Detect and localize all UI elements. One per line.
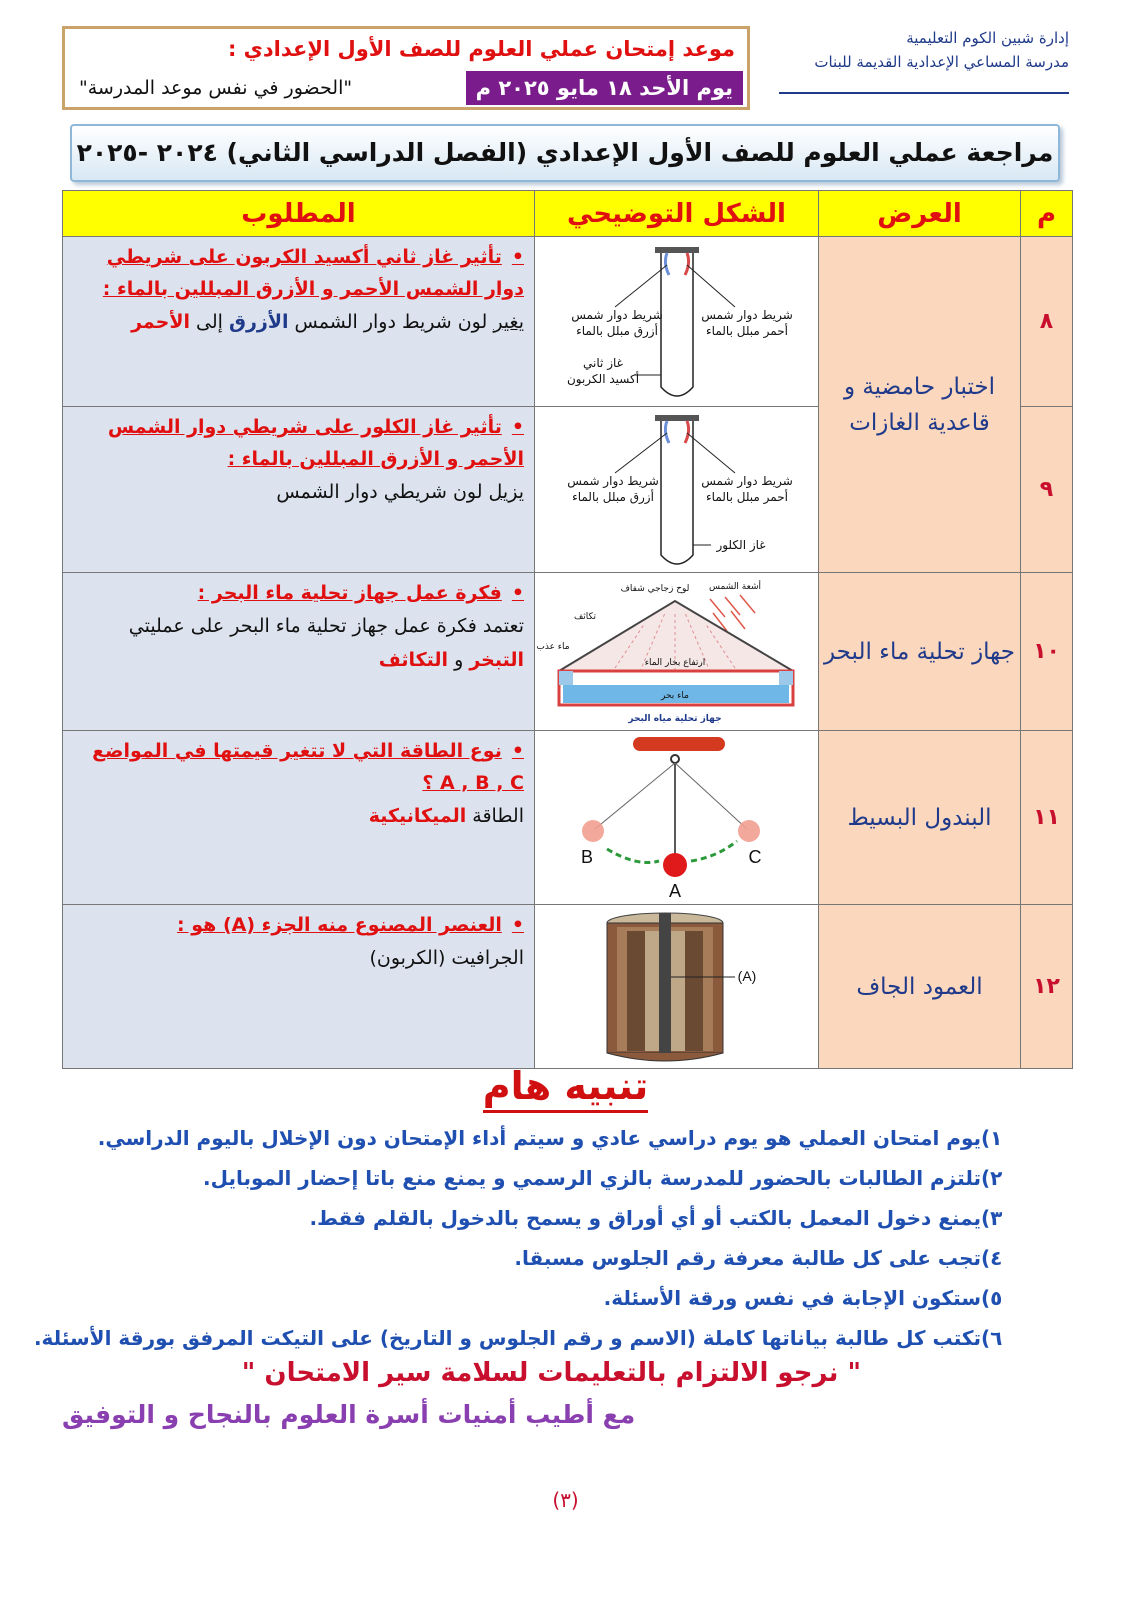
question-text: تأثير غاز الكلور على شريطي دوار الشمس الأحمر و الأزرق المبللين بالماء : [107, 416, 524, 470]
answer-text: يزيل لون شريطي دوار الشمس [276, 481, 524, 503]
svg-text:ماء عذب: ماء عذب [536, 642, 570, 652]
rules-list [33, 1118, 1021, 1358]
row-topic: العمود الجاف [819, 905, 1021, 1069]
question-text: العنصر المصنوع منه الجزء (A) هو : [177, 914, 502, 936]
row-required: •فكرة عمل جهاز تحلية ماء البحر : تعتمد فكرة عمل جهاز تحلية ماء البحر على عمليتي التبخر و التكاثف [63, 573, 535, 731]
litmus-chlorine-figure [535, 407, 819, 573]
list-item: ٥)ستكون الإجابة في نفس ورقة الأسئلة. [603, 1286, 1003, 1310]
part-a-label: (A) [737, 968, 757, 984]
good-wishes: مع أطيب أمنيات أسرة العلوم بالنجاح و التوفيق [62, 1400, 636, 1429]
answer-text: تعتمد فكرة عمل جهاز تحلية ماء البحر على عمليتي التبخر و التكاثف [128, 615, 524, 671]
point-a-label: A [668, 881, 682, 901]
row-required: •تأثير غاز الكلور على شريطي دوار الشمس الأحمر و الأزرق المبللين بالماء : يزيل لون شريطي دوار الشمس [63, 407, 535, 573]
admin-name: إدارة شبين الكوم التعليمية [906, 29, 1069, 47]
answer-text: يغير لون شريط دوار الشمس الأزرق إلى الأحمر [131, 311, 524, 333]
fig-label-gas: غاز الكلور [716, 538, 766, 552]
review-table [62, 190, 1073, 1069]
list-item: ٦)تكتب كل طالبة بياناتها كاملة (الاسم و رقم الجلوس و التاريخ) على التيكت المرفق بورقة الأسئلة. [33, 1326, 1003, 1350]
page-number: (٣) [552, 1488, 579, 1512]
row-number: ١١ [1021, 731, 1073, 905]
exam-title: موعد إمتحان عملي العلوم للصف الأول الإعدادي : [227, 37, 735, 61]
answer-text: الطاقة الميكانيكية [368, 805, 524, 827]
answer-text: الجرافيت (الكربون) [369, 947, 524, 969]
exam-info-box [62, 26, 750, 110]
pendulum-figure [535, 731, 819, 905]
list-item: ٣)يمنع دخول المعمل بالكتب أو أي أوراق و يسمح بالدخول بالقلم فقط. [309, 1206, 1003, 1230]
fig-label-blue: شريط دوار شمس [571, 308, 663, 322]
row-topic: البندول البسيط [819, 731, 1021, 905]
row-topic: اختبار حامضية و قاعدية الغازات [819, 237, 1021, 573]
row-number: ٨ [1021, 237, 1073, 407]
table-row [63, 237, 1073, 407]
header-rule [779, 92, 1069, 94]
fig-label-gas: غاز ثاني [583, 356, 623, 370]
desalination-figure [535, 573, 819, 731]
header-topic: العرض [819, 191, 1021, 237]
header-figure: الشكل التوضيحي [535, 191, 819, 237]
row-required: •العنصر المصنوع منه الجزء (A) هو : الجرافيت (الكربون) [63, 905, 535, 1069]
row-number: ١٢ [1021, 905, 1073, 1069]
list-item: ٢)تلتزم الطالبات بالحضور للمدرسة بالزي الرسمي و يمنع منع باتا إحضار الموبايل. [203, 1166, 1003, 1190]
question-text: فكرة عمل جهاز تحلية ماء البحر : [197, 582, 502, 604]
fig-label-red-2: أحمر مبلل بالماء [706, 490, 788, 504]
table-row [63, 573, 1073, 731]
svg-text:ماء بحر: ماء بحر [661, 691, 689, 701]
table-row [63, 731, 1073, 905]
row-topic: جهاز تحلية ماء البحر [819, 573, 1021, 731]
header-required: المطلوب [63, 191, 535, 237]
fig-label-blue-2: أزرق مبلل بالماء [572, 490, 654, 504]
svg-text:لوح زجاجي شفاف: لوح زجاجي شفاف [620, 584, 690, 594]
notice-title: تنبيه هام [0, 1064, 1131, 1108]
point-c-label: C [748, 847, 762, 867]
row-required: •نوع الطاقة التي لا تتغير قيمتها في المواضع A , B , C ؟ الطاقة الميكانيكية [63, 731, 535, 905]
fig-label-gas-2: أكسيد الكربون [566, 372, 640, 386]
svg-text:تكاثف: تكاثف [573, 612, 597, 622]
exam-date: يوم الأحد ١٨ مايو ٢٠٢٥ م [466, 71, 743, 105]
instructions-plea: " نرجو الالتزام بالتعليمات لسلامة سير الامتحان " [241, 1358, 861, 1388]
list-item: ٤)تجب على كل طالبة معرفة رقم الجلوس مسبقا. [514, 1246, 1003, 1270]
fig-label-red: شريط دوار شمس [701, 308, 793, 322]
svg-text:أشعة الشمس: أشعة الشمس [708, 582, 762, 592]
table-header-row [63, 191, 1073, 237]
fig-label-red-2: أحمر مبلل بالماء [706, 324, 788, 338]
litmus-co2-figure [535, 237, 819, 407]
school-name: مدرسة المساعي الإعدادية القديمة للبنات [814, 53, 1069, 71]
table-row [63, 905, 1073, 1069]
school-header [769, 26, 1069, 74]
fig-label-red: شريط دوار شمس [701, 474, 793, 488]
attendance-note: "الحضور في نفس موعد المدرسة" [79, 77, 353, 99]
row-number: ٩ [1021, 407, 1073, 573]
row-required: •تأثير غاز ثاني أكسيد الكربون على شريطي دوار الشمس الأحمر و الأزرق المبللين بالماء : يغير لون شريط دوار الشمس الأزرق إلى الأحمر [63, 237, 535, 407]
svg-text:جهاز تحلية مياه البحر: جهاز تحلية مياه البحر [628, 714, 722, 724]
question-text: نوع الطاقة التي لا تتغير قيمتها في المواضع A , B , C ؟ [92, 740, 524, 794]
list-item: ١)يوم امتحان العملي هو يوم دراسي عادي و سيتم أداء الإمتحان دون الإخلال باليوم الدراسي. [97, 1126, 1003, 1150]
question-text: تأثير غاز ثاني أكسيد الكربون على شريطي دوار الشمس الأحمر و الأزرق المبللين بالماء : [102, 246, 524, 300]
row-number: ١٠ [1021, 573, 1073, 731]
header-num: م [1021, 191, 1073, 237]
point-b-label: B [580, 847, 594, 867]
fig-label-blue-2: أزرق مبلل بالماء [576, 324, 658, 338]
page-title: مراجعة عملي العلوم للصف الأول الإعدادي (الفصل الدراسي الثاني) ٢٠٢٤ -٢٠٢٥ [70, 124, 1060, 182]
fig-label-blue: شريط دوار شمس [567, 474, 659, 488]
svg-text:ارتفاع بخار الماء: ارتفاع بخار الماء [644, 658, 706, 668]
dry-cell-figure [535, 905, 819, 1069]
